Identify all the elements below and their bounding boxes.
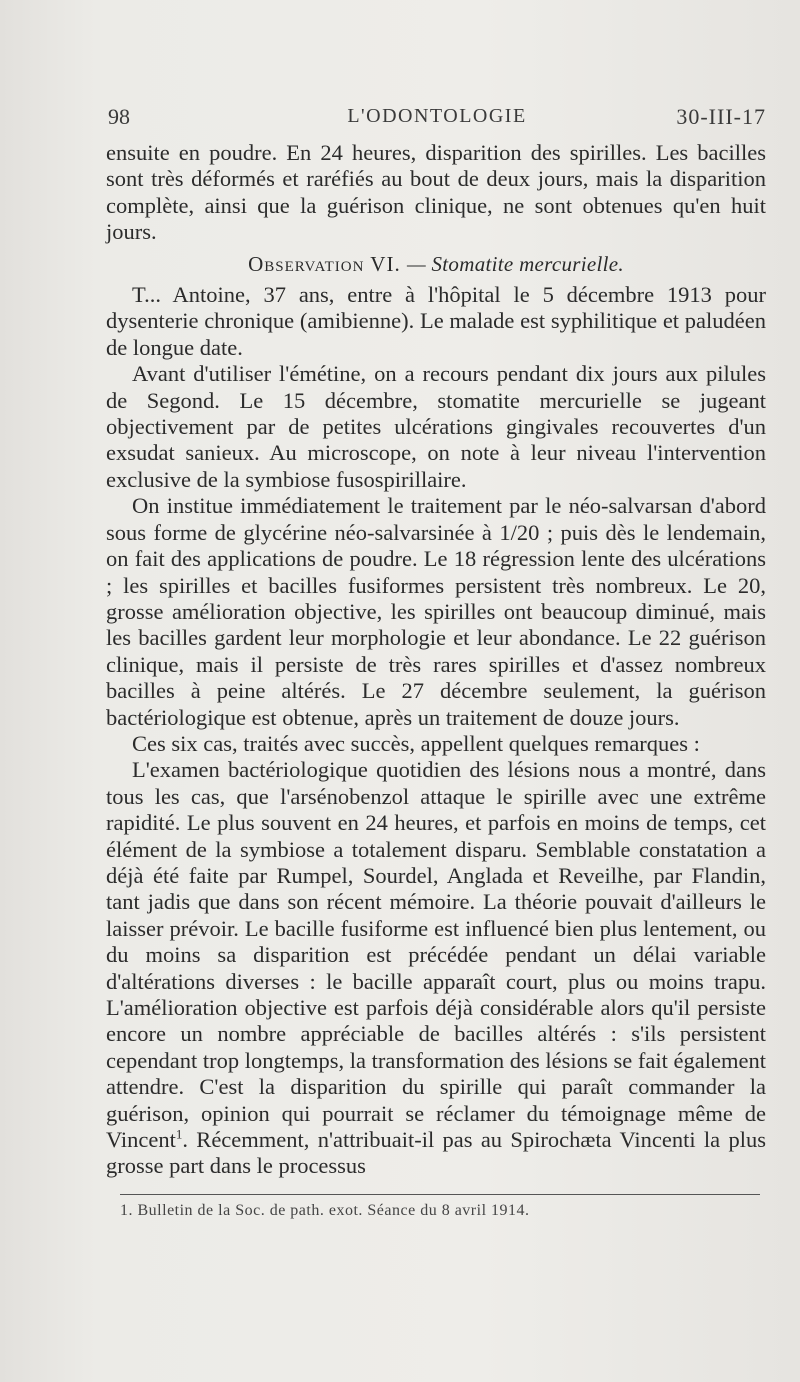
paragraph-text: L'examen bactériologique quotidien des lésions nous a montré, dans tous les cas, que l'arsénobenzol attaque le spirille avec une extrême rapidité. Le plus souvent en 24 heures, et parfois en moins de temps, cet élément de la symbiose a totalement disparu. Semblable constatation a déjà été faite par Rumpel, Sourdel, Anglada et Reveilhe, par Flandin, tant jadis que dans son récent mémoire. La théorie pouvait d'ailleurs le laisser prévoir. Le bacille fusiforme est influencé bien plus lentement, ou du moins sa disparition est précédée pendant un délai variable d'altérations diverses : le bacille apparaît court, plus ou moins trapu. L'amélioration objective est parfois déjà considérable alors qu'il persiste encore un nombre appréciable de bacilles altérés : s'ils persistent cependant trop longtemps, la transformation des lésions se fait également attendre. C'est la disparition du spirille qui paraît commander la guérison, opinion qui pourrait se réclamer du témoignage même de Vincent: [106, 757, 766, 1153]
observation-label: Observation VI.: [248, 251, 401, 276]
issue-date: 30-III-17: [676, 104, 766, 129]
observation-heading: [106, 251, 766, 277]
page-number: 98: [108, 104, 130, 129]
paragraph: On institue immédiatement le traitement par le néo-salvarsan d'abord sous forme de glycérine néo-salvarsinée à 1/20 ; puis dès le lendemain, on fait des applications de poudre. Le 18 régression lente des ulcérations ; les spirilles et bacilles fusiformes persistent très nombreux. Le 20, grosse amélioration objective, les spirilles ont beaucoup diminué, mais les bacilles gardent leur morphologie et leur abondance. Le 22 guérison clinique, mais il persiste de très rares spirilles et d'assez nombreux bacilles à peine altérés. Le 27 décembre seulement, la guérison bactériologique est obtenue, après un traitement de douze jours.: [106, 493, 766, 730]
paragraph-text-tail: . Récemment, n'attribuait-il pas au Spirochæta Vincenti la plus grosse part dans le processus: [106, 1127, 766, 1179]
paragraph: ensuite en poudre. En 24 heures, disparition des spirilles. Les bacilles sont très déformés et raréfiés au bout de deux jours, mais la disparition complète, ainsi que la guérison clinique, ne sont obtenues qu'en huit jours.: [106, 140, 766, 245]
footnote: 1. Bulletin de la Soc. de path. exot. Séance du 8 avril 1914.: [120, 1202, 530, 1219]
paragraph: [106, 757, 766, 1180]
paragraph: T... Antoine, 37 ans, entre à l'hôpital le 5 décembre 1913 pour dysenterie chronique (amibienne). Le malade est syphilitique et paludéen de longue date.: [106, 282, 766, 360]
running-title: L'ODONTOLOGIE: [347, 105, 527, 127]
footnote-ref: 1: [175, 1126, 183, 1142]
main-text: [106, 140, 766, 1180]
running-header: [108, 104, 766, 138]
paragraph: Avant d'utiliser l'émétine, on a recours pendant dix jours aux pilules de Segond. Le 15 décembre, stomatite mercurielle se jugeant objectivement par de petites ulcérations gingivales recouvertes d'un exsudat sanieux. Au microscope, on note à leur niveau l'intervention exclusive de la symbiose fusospirillaire.: [106, 361, 766, 492]
paragraph: Ces six cas, traités avec succès, appellent quelques remarques :: [132, 730, 700, 756]
observation-title: — Stomatite mercurielle.: [406, 251, 624, 276]
footnote-rule: [120, 1194, 760, 1195]
